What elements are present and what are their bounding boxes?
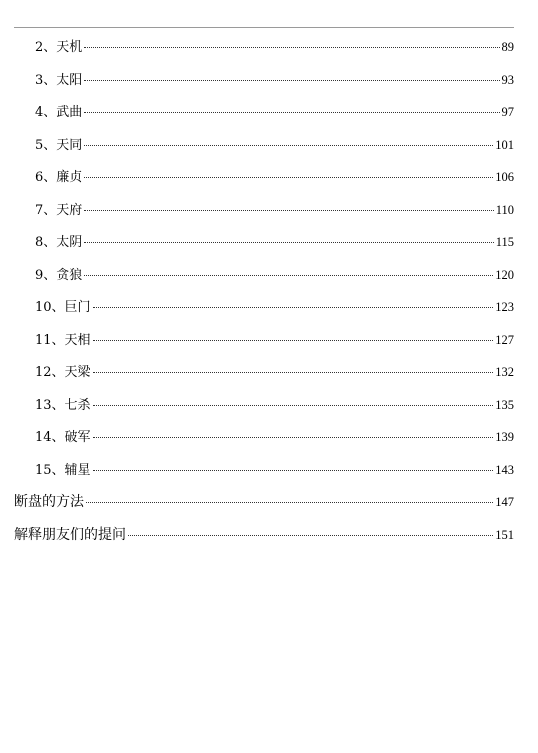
toc-entry-page: 127	[495, 332, 514, 347]
toc-entry[interactable]	[14, 64, 514, 97]
toc-entry-title: 15、辅星	[35, 462, 91, 478]
toc-entry-title: 4、武曲	[35, 105, 83, 120]
dot-leader	[93, 437, 494, 438]
toc-entry-title: 13、七杀	[35, 397, 91, 413]
toc-entry[interactable]	[14, 96, 514, 129]
toc-entry[interactable]	[14, 454, 514, 487]
toc-entry[interactable]	[14, 31, 514, 64]
dot-leader	[86, 502, 493, 503]
dot-leader	[84, 47, 499, 48]
toc-entry-page: 135	[495, 397, 514, 412]
dot-leader	[93, 307, 494, 308]
toc-entry[interactable]	[14, 194, 514, 227]
toc-entry-page: 143	[495, 462, 514, 477]
toc-entry-title: 解释朋友们的提问	[14, 526, 126, 543]
dot-leader	[84, 210, 493, 211]
table-of-contents	[14, 31, 514, 551]
toc-entry-page: 110	[495, 202, 514, 217]
dot-leader	[84, 177, 493, 178]
toc-entry-title: 7、天府	[35, 202, 83, 218]
dot-leader	[93, 340, 494, 341]
toc-entry-page: 101	[495, 137, 514, 152]
toc-entry-page: 115	[495, 235, 514, 249]
toc-entry[interactable]	[14, 421, 514, 454]
toc-entry[interactable]	[14, 519, 514, 552]
dot-leader	[93, 405, 494, 406]
toc-entry-title: 11、天相	[35, 332, 91, 348]
toc-entry[interactable]	[14, 129, 514, 162]
toc-entry-page: 139	[495, 430, 514, 444]
toc-entry-title: 3、太阳	[35, 72, 83, 88]
toc-entry-page: 151	[495, 527, 514, 542]
toc-entry-title: 断盘的方法	[14, 494, 84, 510]
dot-leader	[84, 112, 499, 113]
toc-entry[interactable]	[14, 356, 514, 389]
toc-entry-title: 2、天机	[35, 40, 83, 55]
toc-entry-page: 97	[501, 105, 514, 119]
header-rule	[14, 27, 514, 28]
toc-entry[interactable]	[14, 486, 514, 519]
toc-entry[interactable]	[14, 324, 514, 357]
toc-entry-page: 93	[501, 72, 514, 87]
toc-entry[interactable]	[14, 226, 514, 259]
toc-entry-title: 12、天梁	[35, 365, 91, 380]
toc-entry-page: 89	[501, 40, 514, 54]
toc-entry[interactable]	[14, 291, 514, 324]
toc-entry-page: 147	[495, 495, 514, 509]
toc-entry[interactable]	[14, 389, 514, 422]
toc-entry[interactable]	[14, 161, 514, 194]
toc-entry-title: 14、破军	[35, 430, 91, 445]
toc-entry-page: 106	[495, 170, 514, 184]
toc-entry-page: 132	[495, 365, 514, 379]
dot-leader	[93, 470, 494, 471]
toc-entry-page: 123	[495, 300, 514, 314]
toc-entry-title: 8、太阴	[35, 235, 83, 250]
dot-leader	[84, 80, 499, 81]
toc-entry-title: 5、天同	[35, 137, 83, 153]
dot-leader	[84, 145, 493, 146]
toc-entry-page: 120	[495, 267, 514, 282]
toc-entry-title: 9、贪狼	[35, 267, 83, 283]
dot-leader	[84, 275, 493, 276]
dot-leader	[84, 242, 493, 243]
toc-entry-title: 10、巨门	[35, 300, 91, 315]
toc-entry[interactable]	[14, 259, 514, 292]
dot-leader	[128, 535, 493, 536]
toc-entry-title: 6、廉贞	[35, 170, 83, 185]
dot-leader	[93, 372, 494, 373]
